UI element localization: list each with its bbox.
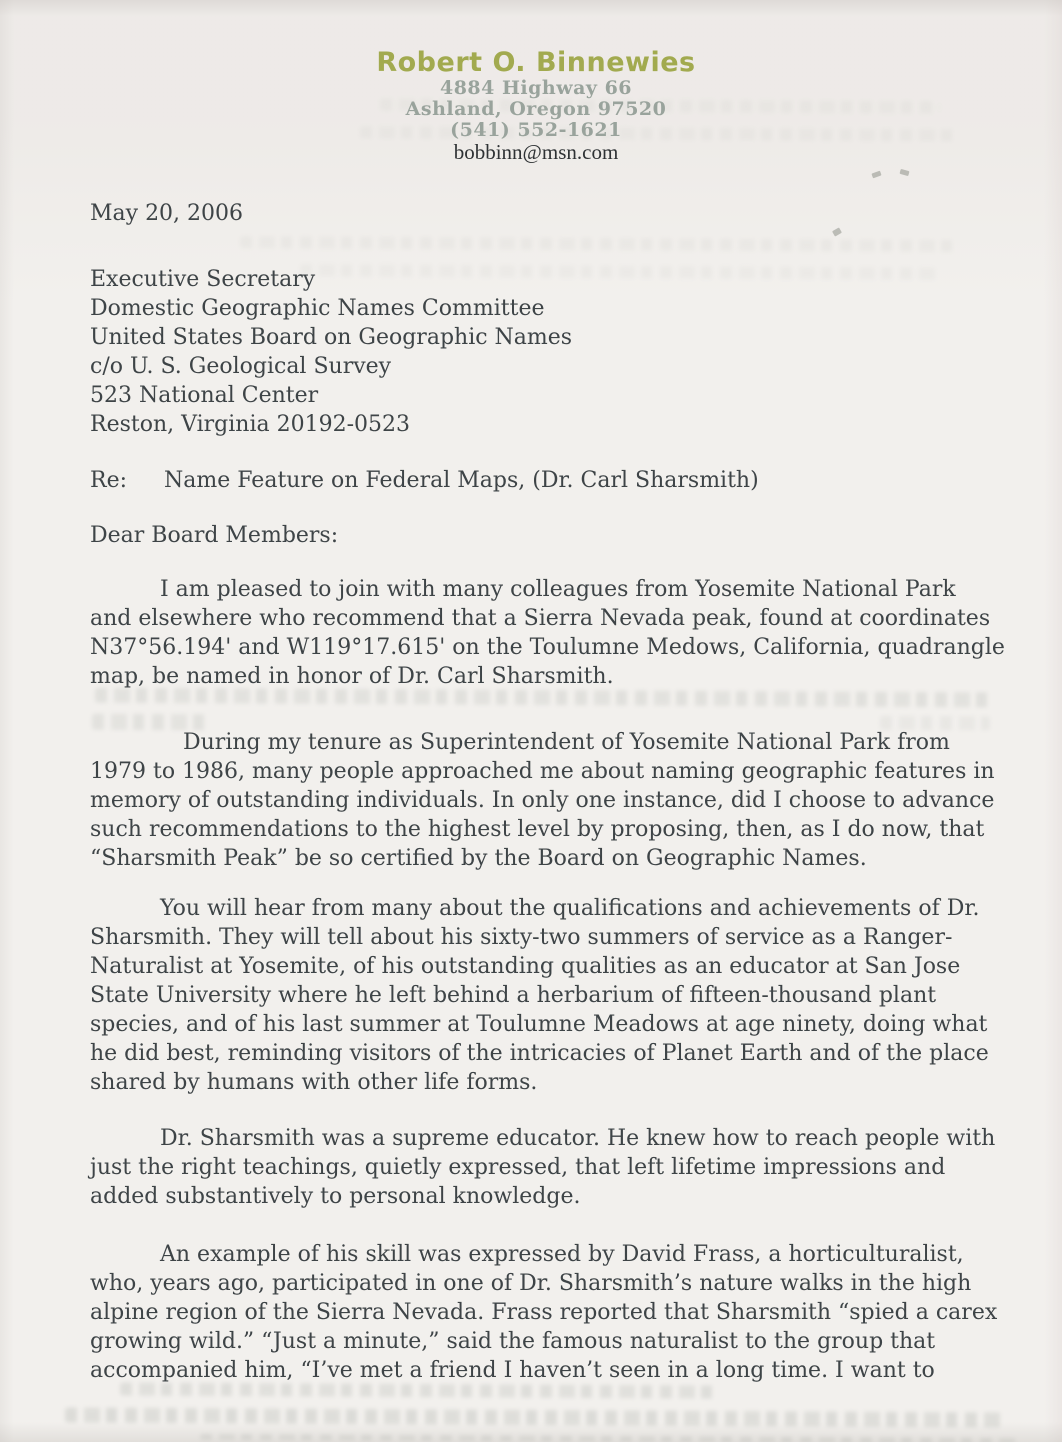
body-line: I am pleased to join with many colleagues from Yosemite National Park — [160, 577, 956, 602]
body-line: such recommendations to the highest level by proposing, then, as I do now, that — [90, 817, 985, 842]
recipient-line: Executive Secretary — [90, 267, 316, 292]
body-paragraph-4 — [90, 1124, 996, 1211]
recipient-line: 523 National Center — [90, 383, 319, 408]
body-paragraph-3 — [90, 894, 989, 1097]
body-line: N37°56.194' and W119°17.615' on the Toulumne Medows, California, quadrangle — [90, 635, 1005, 660]
recipient-line: Domestic Geographic Names Committee — [90, 296, 545, 321]
body-paragraph-1 — [90, 575, 1005, 691]
body-line: Dr. Sharsmith was a supreme educator. He knew how to reach people with — [160, 1126, 996, 1151]
body-line: he did best, reminding visitors of the intricacies of Planet Earth and of the place — [90, 1041, 989, 1066]
subject-label: Re: — [90, 468, 127, 493]
salutation: Dear Board Members: — [90, 523, 339, 548]
body-line: 1979 to 1986, many people approached me about naming geographic features in — [90, 759, 995, 784]
recipient-address-block — [90, 265, 982, 439]
letterhead-street: 4884 Highway 66 — [439, 77, 633, 99]
body-line: accompanied him, “I’ve met a friend I haven’t seen in a long time. I want to — [90, 1358, 935, 1383]
body-line: An example of his skill was expressed by David Frass, a horticulturalist, — [160, 1242, 964, 1267]
body-line: just the right teachings, quietly expressed, that left lifetime impressions and — [90, 1155, 946, 1180]
body-line: memory of outstanding individuals. In only one instance, did I choose to advance — [90, 788, 995, 813]
body-line: added substantively to personal knowledge. — [90, 1184, 581, 1209]
body-line: You will hear from many about the qualifications and achievements of Dr. — [160, 896, 980, 921]
subject-line — [90, 466, 982, 495]
body-line: growing wild.” “Just a minute,” said the famous naturalist to the group that — [90, 1329, 936, 1354]
body-paragraph-5 — [90, 1240, 998, 1385]
body-line: “Sharsmith Peak” be so certified by the Board on Geographic Names. — [90, 846, 867, 871]
letterhead-email: bobbinn@msn.com — [453, 140, 619, 164]
recipient-line: Reston, Virginia 20192-0523 — [90, 412, 411, 437]
letter-date: May 20, 2006 — [90, 201, 244, 226]
letterhead-city-state-zip: Ashland, Oregon 97520 — [405, 98, 667, 120]
recipient-line: United States Board on Geographic Names — [90, 325, 573, 350]
letterhead — [90, 48, 982, 163]
body-line: During my tenure as Superintendent of Yosemite National Park from — [183, 730, 950, 755]
letterhead-name: Robert O. Binnewies — [376, 47, 696, 78]
body-paragraph-2 — [90, 728, 995, 873]
body-line: shared by humans with other life forms. — [90, 1070, 538, 1095]
body-line: and elsewhere who recommend that a Sierra Nevada peak, found at coordinates — [90, 606, 991, 631]
recipient-line: c/o U. S. Geological Survey — [90, 354, 392, 379]
body-line: map, be named in honor of Dr. Carl Sharsmith. — [90, 664, 614, 689]
body-line: who, years ago, participated in one of Dr. Sharsmith’s nature walks in the high — [90, 1271, 972, 1296]
body-line: State University where he left behind a herbarium of fifteen-thousand plant — [90, 983, 937, 1008]
body-line: Naturalist at Yosemite, of his outstanding qualities as an educator at San Jose — [90, 954, 961, 979]
body-line: Sharsmith. They will tell about his sixty-two summers of service as a Ranger- — [90, 925, 953, 950]
body-line: species, and of his last summer at Toulumne Meadows at age ninety, doing what — [90, 1012, 988, 1037]
subject-text: Name Feature on Federal Maps, (Dr. Carl Sharsmith) — [164, 468, 759, 493]
body-line: alpine region of the Sierra Nevada. Frass reported that Sharsmith “spied a carex — [90, 1300, 998, 1325]
letterhead-phone: (541) 552-1621 — [450, 119, 622, 141]
